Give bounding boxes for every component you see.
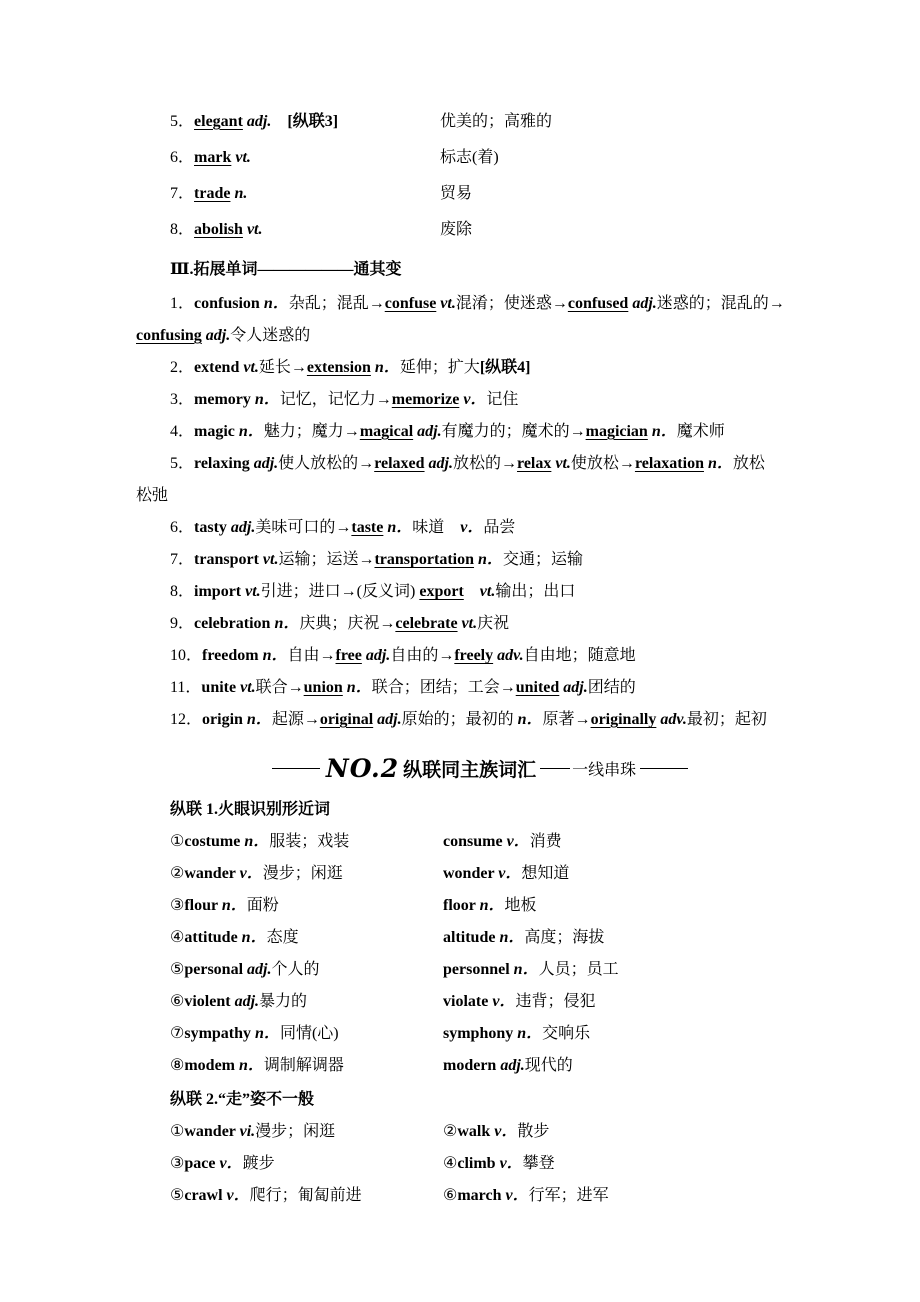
pair-row (136, 954, 824, 986)
pair-row (136, 1116, 824, 1148)
text-segment: memory (194, 391, 255, 408)
text-segment: united (515, 679, 560, 696)
text-segment: ④ (443, 1155, 458, 1172)
expansion-line (136, 640, 824, 672)
word-meaning: 贸易 (440, 185, 473, 202)
text-segment: n． (246, 711, 272, 728)
text-segment: v． (506, 833, 530, 850)
text-segment: freedom (202, 647, 263, 664)
text-segment: 延伸；扩大 (399, 359, 480, 376)
text-segment: vt. (461, 615, 478, 632)
text-segment: v． (499, 1155, 523, 1172)
expansion-line (136, 544, 824, 576)
text-segment: 记住 (486, 391, 519, 408)
text-segment: 爬行；匍匐前进 (249, 1187, 362, 1204)
text-segment: ⑧ (170, 1057, 185, 1074)
text-segment: adj. (377, 711, 402, 728)
text-segment: adj. (247, 961, 272, 978)
text-segment: violate (443, 993, 493, 1010)
text-segment: ③ (170, 1155, 185, 1172)
text-segment: freely (454, 647, 494, 664)
text-segment: 自由→ (287, 647, 336, 664)
text-segment: 放松 (732, 455, 765, 472)
text-segment: adv. (497, 647, 524, 664)
text-segment: 想知道 (521, 865, 570, 882)
text-segment: crawl (184, 1187, 227, 1204)
decorative-line-right (640, 768, 688, 769)
text-segment: vt. (235, 149, 251, 166)
text-segment: vt. (479, 583, 496, 600)
word-meaning: 废除 (440, 221, 473, 238)
text-segment: 引进；进口→(反义词) (260, 583, 420, 600)
text-segment: 美味可口的→ (255, 519, 352, 536)
text-segment: 暴力的 (259, 993, 308, 1010)
expansion-line (136, 384, 824, 416)
pair-left (170, 922, 443, 954)
text-segment: vt. (246, 221, 263, 238)
text-segment: 现代的 (524, 1057, 573, 1074)
text-segment: 令人迷惑的 (230, 327, 311, 344)
text-segment: ⑥ (443, 1187, 458, 1204)
text-segment: 8． (170, 221, 195, 238)
text-segment: 味道 (412, 519, 461, 536)
text-segment: confused (567, 295, 629, 312)
text-segment: vt. (245, 583, 261, 600)
text-segment: n． (274, 615, 300, 632)
pair-right (443, 1180, 824, 1212)
expansion-line (136, 512, 824, 544)
text-segment: n． (374, 359, 400, 376)
word-term (170, 104, 440, 140)
pair-row (136, 826, 824, 858)
text-segment: [纵联4] (479, 359, 531, 376)
key-words-list (136, 104, 824, 248)
pair-row (136, 986, 824, 1018)
confusable-words-table (136, 826, 824, 1082)
pair-right (443, 1148, 824, 1180)
text-segment: magic (194, 423, 239, 440)
text-segment: 使人放松的→ (278, 455, 375, 472)
text-segment: adj. (563, 679, 588, 696)
text-segment: n． (707, 455, 733, 472)
text-segment: 庆祝 (477, 615, 510, 632)
text-segment: attitude (184, 929, 242, 946)
text-segment: 最初；起初 (686, 711, 767, 728)
text-segment: adj. (632, 295, 657, 312)
text-segment: 延长→ (258, 359, 307, 376)
pair-left (170, 954, 443, 986)
text-segment: ① (170, 833, 185, 850)
text-segment: n． (346, 679, 372, 696)
text-segment: vt. (440, 295, 456, 312)
text-segment: 原始的；最初的 (401, 711, 518, 728)
text-segment: sympathy (184, 1025, 256, 1042)
expansion-line (136, 288, 824, 320)
text-segment: adj. (428, 455, 453, 472)
text-segment: n. (234, 185, 248, 202)
text-segment: adj. (230, 519, 256, 536)
group1-header: 纵联 1.火眼识别形近词 (170, 801, 331, 818)
decorative-line-mid (540, 768, 570, 769)
text-segment: ② (443, 1123, 458, 1140)
text-segment: relax (517, 455, 552, 472)
text-segment: celebrate (395, 615, 458, 632)
expansion-line (136, 480, 824, 512)
pair-row (136, 1180, 824, 1212)
text-segment: trade (194, 185, 231, 202)
pair-right (443, 858, 824, 890)
text-segment: consume (443, 833, 507, 850)
text-segment: 团结的 (587, 679, 636, 696)
text-segment: 魔术师 (676, 423, 725, 440)
expansion-line (136, 672, 824, 704)
text-segment: pace (184, 1155, 220, 1172)
expansion-line (136, 352, 824, 384)
section-3-header: Ⅲ.拓展单词——————通其变 (170, 261, 402, 278)
text-segment: ⑦ (170, 1025, 185, 1042)
pair-row (136, 1148, 824, 1180)
text-segment: 9． (170, 615, 195, 632)
text-segment: v． (460, 519, 484, 536)
text-segment: relaxation (634, 455, 704, 472)
text-segment: ④ (170, 929, 185, 946)
text-segment: 交响乐 (542, 1025, 591, 1042)
pair-left (170, 1116, 443, 1148)
text-segment: v． (226, 1187, 250, 1204)
text-segment: adj. (500, 1057, 525, 1074)
text-segment: 攀登 (522, 1155, 555, 1172)
text-segment: magical (359, 423, 414, 440)
text-segment: 11． (170, 679, 202, 696)
text-segment: mark (194, 149, 232, 166)
text-segment: wander (184, 865, 240, 882)
text-segment: wander (184, 1123, 240, 1140)
text-segment: transport (194, 551, 263, 568)
text-segment: relaxed (374, 455, 425, 472)
text-segment: adj. (417, 423, 442, 440)
group2-header: 纵联 2.“走”姿不一般 (170, 1091, 315, 1108)
pair-left (170, 858, 443, 890)
text-segment: costume (184, 833, 245, 850)
no2-section-header (136, 750, 824, 786)
pair-right (443, 1050, 824, 1082)
text-segment: 8． (170, 583, 195, 600)
text-segment: 交通；运输 (502, 551, 583, 568)
text-segment: confuse (384, 295, 437, 312)
text-segment: 混淆；使迷惑→ (455, 295, 568, 312)
text-segment: 3． (170, 391, 195, 408)
text-segment: 有魔力的；魔术的→ (441, 423, 586, 440)
text-segment: 运输；运送→ (278, 551, 375, 568)
text-segment: v． (219, 1155, 243, 1172)
text-segment: ⑤ (170, 1187, 185, 1204)
text-segment: v． (494, 1123, 518, 1140)
text-segment: 高度；海拔 (524, 929, 605, 946)
pair-right (443, 1116, 824, 1148)
text-segment: 2． (170, 359, 195, 376)
text-segment: ① (170, 1123, 185, 1140)
text-segment: n． (387, 519, 413, 536)
text-segment (271, 113, 287, 130)
pair-row (136, 1050, 824, 1082)
text-segment: altitude (443, 929, 500, 946)
text-segment: export (419, 583, 464, 600)
text-segment: 输出；出口 (495, 583, 576, 600)
text-segment: 地板 (504, 897, 537, 914)
text-segment: v． (492, 993, 516, 1010)
text-segment: v． (505, 1187, 529, 1204)
text-segment: symphony (443, 1025, 518, 1042)
pair-right (443, 826, 824, 858)
text-segment: modern (443, 1057, 501, 1074)
word-term (170, 140, 440, 176)
word-term (170, 212, 440, 248)
expansion-line (136, 448, 824, 480)
text-segment: n． (221, 897, 247, 914)
text-segment: n． (255, 1025, 280, 1042)
text-segment: n． (263, 295, 289, 312)
text-segment: vt. (262, 551, 279, 568)
walk-words-table (136, 1116, 824, 1212)
text-segment: n． (499, 929, 525, 946)
no2-label: NO.2 (325, 753, 400, 783)
text-segment: n． (239, 1057, 264, 1074)
text-segment: 6． (170, 519, 195, 536)
text-segment: 4． (170, 423, 195, 440)
text-segment: 魅力；魔力→ (263, 423, 360, 440)
text-segment: n． (517, 711, 543, 728)
text-segment: 起源→ (271, 711, 320, 728)
word-meaning: 标志(着) (440, 149, 499, 166)
pair-left (170, 890, 443, 922)
pair-row (136, 858, 824, 890)
text-segment: 自由的→ (390, 647, 455, 664)
text-segment: adj. (205, 327, 231, 344)
text-segment: transportation (374, 551, 475, 568)
text-segment: n． (478, 551, 503, 568)
text-segment: ③ (170, 897, 185, 914)
no2-title: 纵联同主族词汇 (403, 759, 537, 781)
text-segment: n． (262, 647, 288, 664)
text-segment: 1． (170, 295, 195, 312)
text-segment: vt. (240, 679, 256, 696)
text-segment: n． (244, 833, 270, 850)
pair-right (443, 922, 824, 954)
text-segment: tasty (194, 519, 231, 536)
text-segment: n． (651, 423, 677, 440)
word-entry (136, 212, 824, 248)
text-segment: 违背；侵犯 (515, 993, 596, 1010)
pair-right (443, 954, 824, 986)
text-segment: celebration (194, 615, 275, 632)
text-segment: 散步 (517, 1123, 550, 1140)
text-segment: vt. (555, 455, 571, 472)
text-segment: origin (202, 711, 247, 728)
pair-left (170, 986, 443, 1018)
text-segment: 同情(心) (279, 1025, 339, 1042)
text-segment: 联合；团结；工会→ (371, 679, 516, 696)
text-segment: 记忆，记忆力→ (279, 391, 392, 408)
text-segment: original (319, 711, 374, 728)
text-segment: free (335, 647, 362, 664)
text-segment: adj. (234, 993, 260, 1010)
text-segment: 松弛 (136, 487, 169, 504)
text-segment: adj. (365, 647, 391, 664)
text-segment: 放松的→ (453, 455, 518, 472)
text-segment: personnel (443, 961, 514, 978)
text-segment: adj. (253, 455, 279, 472)
expansion-line (136, 608, 824, 640)
text-segment: 行军；进军 (528, 1187, 609, 1204)
text-segment: 7． (170, 185, 195, 202)
text-segment: vt. (243, 359, 259, 376)
text-segment: 态度 (266, 929, 299, 946)
text-segment: elegant (194, 113, 243, 130)
word-entry (136, 104, 824, 140)
text-segment: 品尝 (483, 519, 516, 536)
text-segment: unite (201, 679, 241, 696)
text-segment: 消费 (529, 833, 562, 850)
text-segment: 调制解调器 (263, 1057, 344, 1074)
expansion-line (136, 320, 824, 352)
pair-left (170, 826, 443, 858)
decorative-line-left (272, 768, 320, 769)
text-segment: [纵联3] (287, 113, 339, 130)
text-segment: violent (184, 993, 235, 1010)
word-entry (136, 140, 824, 176)
text-segment: 踱步 (242, 1155, 275, 1172)
text-segment: 杂乱；混乱→ (288, 295, 385, 312)
text-segment: n． (241, 929, 267, 946)
text-segment: vi. (239, 1123, 256, 1140)
word-meaning: 优美的；高雅的 (440, 113, 553, 130)
text-segment: memorize (391, 391, 460, 408)
text-segment: n． (517, 1025, 543, 1042)
text-segment: wonder (443, 865, 499, 882)
text-segment: modem (184, 1057, 239, 1074)
text-segment: 漫步；闲逛 (262, 865, 343, 882)
text-segment: abolish (194, 221, 243, 238)
expansion-line (136, 416, 824, 448)
text-segment: walk (457, 1123, 495, 1140)
text-segment (464, 583, 480, 600)
text-segment: ② (170, 865, 185, 882)
text-segment: 联合→ (255, 679, 304, 696)
text-segment: 使放松→ (570, 455, 635, 472)
text-segment: v． (498, 865, 522, 882)
pair-left (170, 1148, 443, 1180)
pair-row (136, 890, 824, 922)
text-segment: n． (479, 897, 505, 914)
pair-left (170, 1018, 443, 1050)
text-segment: floor (443, 897, 480, 914)
text-segment: 漫步；闲逛 (255, 1123, 336, 1140)
text-segment: 服装；戏装 (269, 833, 350, 850)
pair-left (170, 1180, 443, 1212)
text-segment: originally (590, 711, 657, 728)
pair-right (443, 1018, 824, 1050)
text-segment: 10． (170, 647, 203, 664)
pair-right (443, 890, 824, 922)
text-segment: adj. (246, 113, 272, 130)
expansion-words-list (136, 288, 824, 736)
text-segment: union (303, 679, 343, 696)
text-segment: 面粉 (246, 897, 279, 914)
text-segment: ⑤ (170, 961, 185, 978)
text-segment: 7． (170, 551, 195, 568)
text-segment: 原著→ (542, 711, 591, 728)
text-segment: personal (184, 961, 248, 978)
text-segment: n． (513, 961, 539, 978)
text-segment: 5． (170, 113, 195, 130)
text-segment: extend (194, 359, 244, 376)
text-segment: ⑥ (170, 993, 185, 1010)
no2-subtitle: 一线串珠 (572, 761, 637, 779)
text-segment: n． (238, 423, 264, 440)
word-term (170, 176, 440, 212)
text-segment: flour (184, 897, 222, 914)
text-segment: 人员；员工 (538, 961, 619, 978)
text-segment: v． (463, 391, 487, 408)
text-segment: 6． (170, 149, 195, 166)
text-segment: climb (457, 1155, 500, 1172)
text-segment: n． (254, 391, 280, 408)
expansion-line (136, 576, 824, 608)
expansion-line (136, 704, 824, 736)
pair-row (136, 1018, 824, 1050)
pair-left (170, 1050, 443, 1082)
text-segment: 5． (170, 455, 195, 472)
text-segment: 迷惑的；混乱的→ (656, 295, 785, 312)
text-segment: 庆典；庆祝→ (299, 615, 396, 632)
text-segment: march (457, 1187, 506, 1204)
text-segment: adv. (660, 711, 687, 728)
text-segment: relaxing (194, 455, 254, 472)
text-segment: v． (239, 865, 263, 882)
text-segment: confusing (136, 327, 202, 344)
text-segment: extension (306, 359, 371, 376)
text-segment: 个人的 (271, 961, 320, 978)
text-segment: magician (585, 423, 648, 440)
text-segment: taste (351, 519, 384, 536)
pair-right (443, 986, 824, 1018)
text-segment: import (194, 583, 246, 600)
word-entry (136, 176, 824, 212)
text-segment: 12． (170, 711, 203, 728)
pair-row (136, 922, 824, 954)
text-segment: 自由地；随意地 (523, 647, 636, 664)
text-segment: confusion (194, 295, 264, 312)
